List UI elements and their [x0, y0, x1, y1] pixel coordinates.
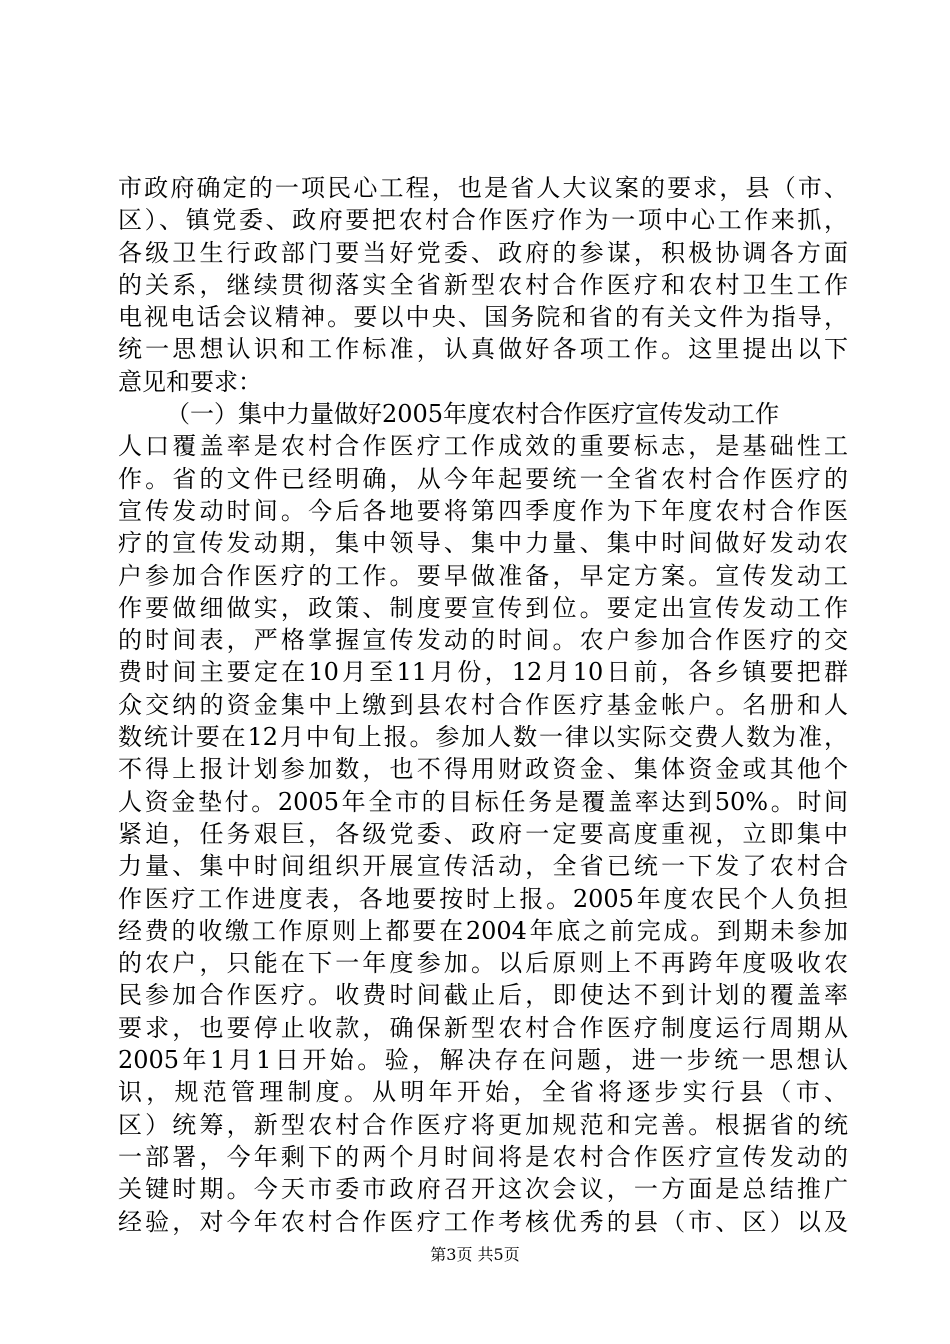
text-line: 众交纳的资金集中上缴到县农村合作医疗基金帐户。名册和人 — [118, 690, 848, 719]
text-line: 宣传发动时间。今后各地要将第四季度作为下年度农村合作医 — [118, 496, 848, 525]
text-line: 的农户，只能在下一年度参加。以后原则上不再跨年度吸收农 — [118, 949, 848, 978]
text-line: 区）统筹，新型农村合作医疗将更加规范和完善。根据省的统 — [118, 1110, 848, 1139]
text-line: 统一思想认识和工作标准，认真做好各项工作。这里提出以下 — [118, 335, 848, 364]
text-line: 的关系，继续贯彻落实全省新型农村合作医疗和农村卫生工作 — [118, 270, 848, 299]
text-line: 户参加合作医疗的工作。要早做准备，早定方案。宣传发动工 — [118, 561, 848, 590]
text-line: 关键时期。今天市委市政府召开这次会议，一方面是总结推广 — [118, 1175, 848, 1204]
page-number: 第3页 共5页 — [430, 1245, 520, 1264]
text-line: 经费的收缴工作原则上都要在2004年底之前完成。到期未参加 — [118, 916, 848, 945]
text-line: 人口覆盖率是农村合作医疗工作成效的重要标志，是基础性工 — [118, 432, 848, 461]
text-line: 的时间表，严格掌握宣传发动的时间。农户参加合作医疗的交 — [118, 626, 848, 655]
text-line: 作。省的文件已经明确，从今年起要统一全省农村合作医疗的 — [118, 464, 848, 493]
section-heading: （一）集中力量做好2005年度农村合作医疗宣传发动工作 — [166, 400, 780, 429]
text-line: 民参加合作医疗。收费时间截止后，即使达不到计划的覆盖率 — [118, 981, 848, 1010]
text-line: 市政府确定的一项民心工程，也是省人大议案的要求，县（市、 — [118, 174, 848, 202]
text-line: 人资金垫付。2005年全市的目标任务是覆盖率达到50%。时间 — [118, 787, 848, 816]
text-line: 意见和要求： — [118, 367, 262, 396]
text-line: 费时间主要定在10月至11月份，12月10日前，各乡镇要把群 — [118, 658, 848, 687]
text-line: 经验，对今年农村合作医疗工作考核优秀的县（市、区）以及 — [118, 1207, 848, 1236]
text-line: 一部署，今年剩下的两个月时间将是农村合作医疗宣传发动的 — [118, 1142, 848, 1171]
text-line: 紧迫，任务艰巨，各级党委、政府一定要高度重视，立即集中 — [118, 819, 848, 848]
text-line: 要求，也要停止收款，确保新型农村合作医疗制度运行周期从 — [118, 1013, 848, 1042]
text-line: 区）、镇党委、政府要把农村合作医疗作为一项中心工作来抓， — [118, 206, 848, 235]
text-line: 各级卫生行政部门要当好党委、政府的参谋，积极协调各方面 — [118, 238, 848, 267]
text-line: 疗的宣传发动期，集中领导、集中力量、集中时间做好发动农 — [118, 529, 848, 558]
text-line: 作要做细做实，政策、制度要宣传到位。要定出宣传发动工作 — [118, 593, 848, 622]
text-line: 识，规范管理制度。从明年开始，全省将逐步实行县（市、 — [118, 1078, 848, 1107]
text-line: 作医疗工作进度表，各地要按时上报。2005年度农民个人负担 — [118, 884, 848, 913]
page-footer — [0, 1245, 950, 1265]
text-line: 不得上报计划参加数，也不得用财政资金、集体资金或其他个 — [118, 755, 848, 784]
body-text — [118, 172, 848, 1238]
text-line: 2005年1月1日开始。验，解决存在问题，进一步统一思想认 — [118, 1046, 848, 1075]
text-line: 电视电话会议精神。要以中央、国务院和省的有关文件为指导， — [118, 303, 848, 332]
text-line: 力量、集中时间组织开展宣传活动，全省已统一下发了农村合 — [118, 852, 848, 881]
text-line: 数统计要在12月中旬上报。参加人数一律以实际交费人数为准， — [118, 723, 848, 752]
